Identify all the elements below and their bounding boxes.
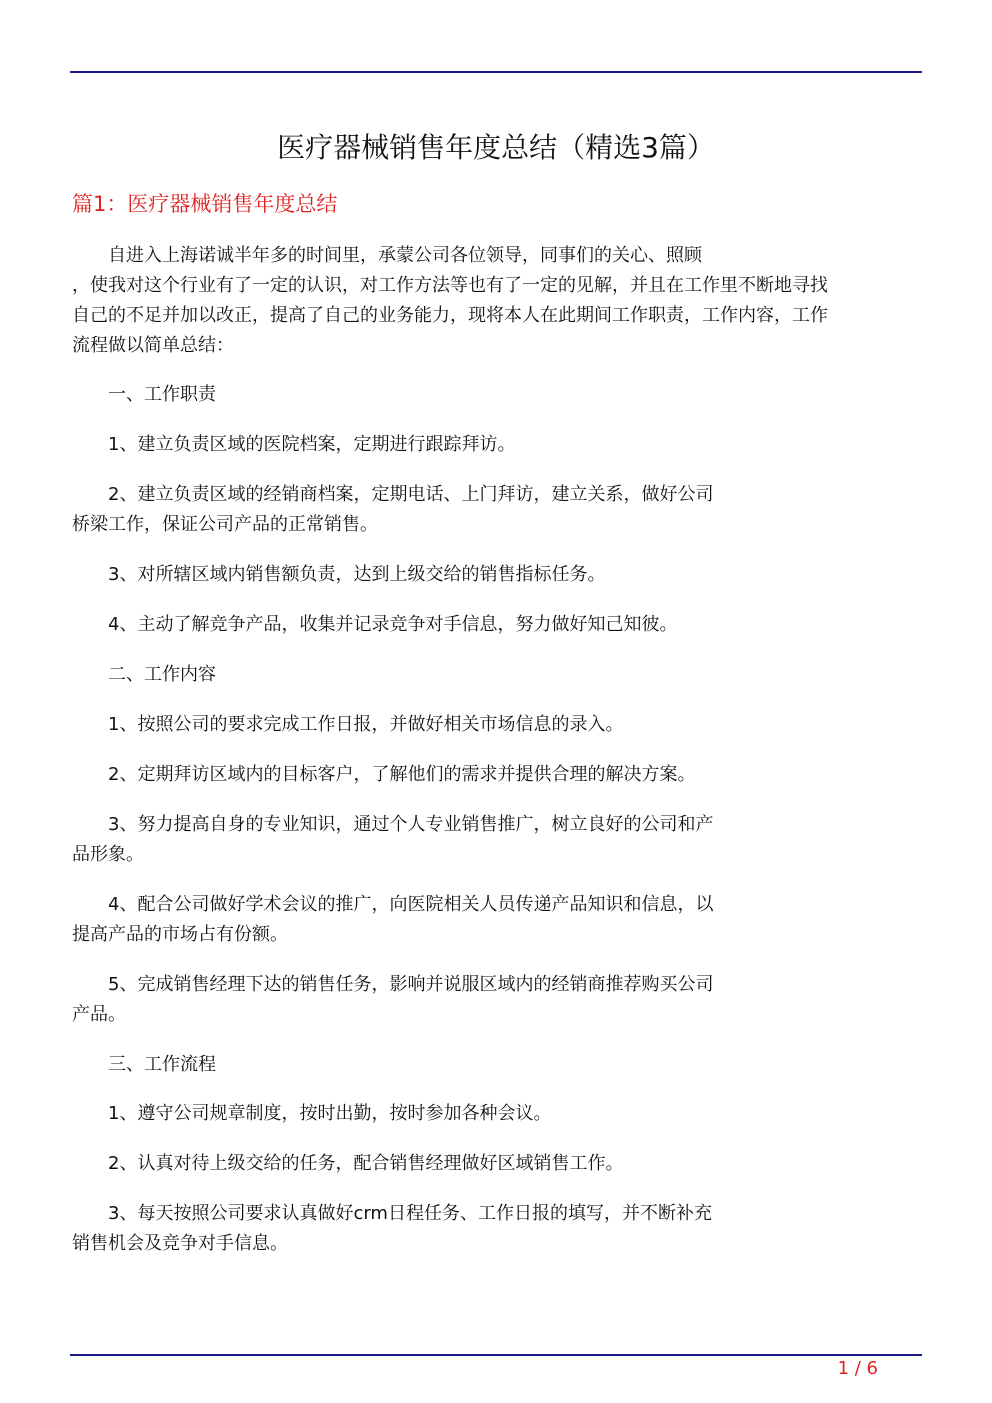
footer-rule [70, 1354, 922, 1356]
section-heading: 篇1：医疗器械销售年度总结 [72, 192, 338, 216]
list-item-continuation: 桥梁工作，保证公司产品的正常销售。 [72, 514, 378, 535]
subheading: 一、工作职责 [108, 384, 216, 405]
list-item: 2、认真对待上级交给的任务，配合销售经理做好区域销售工作。 [108, 1153, 624, 1174]
list-item: 1、遵守公司规章制度，按时出勤，按时参加各种会议。 [108, 1103, 552, 1124]
list-item: 1、建立负责区域的医院档案，定期进行跟踪拜访。 [108, 434, 516, 455]
subheading: 三、工作流程 [108, 1054, 216, 1075]
header-rule [70, 71, 922, 73]
list-item-continuation: 品形象。 [72, 844, 144, 865]
list-item: 4、配合公司做好学术会议的推广，向医院相关人员传递产品知识和信息，以 [108, 894, 714, 915]
paragraph-line: 流程做以简单总结： [72, 335, 234, 356]
list-item: 3、努力提高自身的专业知识，通过个人专业销售推广，树立良好的公司和产 [108, 814, 714, 835]
list-item: 3、每天按照公司要求认真做好crm日程任务、工作日报的填写，并不断补充 [108, 1203, 712, 1224]
list-item-continuation: 提高产品的市场占有份额。 [72, 924, 288, 945]
paragraph-line: 自己的不足并加以改正，提高了自己的业务能力，现将本人在此期间工作职责，工作内容，工作 [72, 305, 828, 326]
paragraph-line: ，使我对这个行业有了一定的认识，对工作方法等也有了一定的见解，并且在工作里不断地寻找 [72, 275, 828, 296]
list-item: 5、完成销售经理下达的销售任务，影响并说服区域内的经销商推荐购买公司 [108, 974, 714, 995]
list-item-continuation: 产品。 [72, 1004, 126, 1025]
page-number: 1 / 6 [837, 1358, 878, 1379]
document-title: 医疗器械销售年度总结（精选3篇） [277, 131, 715, 164]
paragraph-line: 自进入上海诺诚半年多的时间里，承蒙公司各位领导，同事们的关心、照顾 [108, 245, 702, 266]
list-item: 2、定期拜访区域内的目标客户，了解他们的需求并提供合理的解决方案。 [108, 764, 696, 785]
subheading: 二、工作内容 [108, 664, 216, 685]
list-item-continuation: 销售机会及竞争对手信息。 [72, 1233, 288, 1254]
list-item: 1、按照公司的要求完成工作日报，并做好相关市场信息的录入。 [108, 714, 624, 735]
list-item: 2、建立负责区域的经销商档案，定期电话、上门拜访，建立关系，做好公司 [108, 484, 714, 505]
list-item: 4、主动了解竞争产品，收集并记录竞争对手信息，努力做好知己知彼。 [108, 614, 678, 635]
list-item: 3、对所辖区域内销售额负责，达到上级交给的销售指标任务。 [108, 564, 606, 585]
